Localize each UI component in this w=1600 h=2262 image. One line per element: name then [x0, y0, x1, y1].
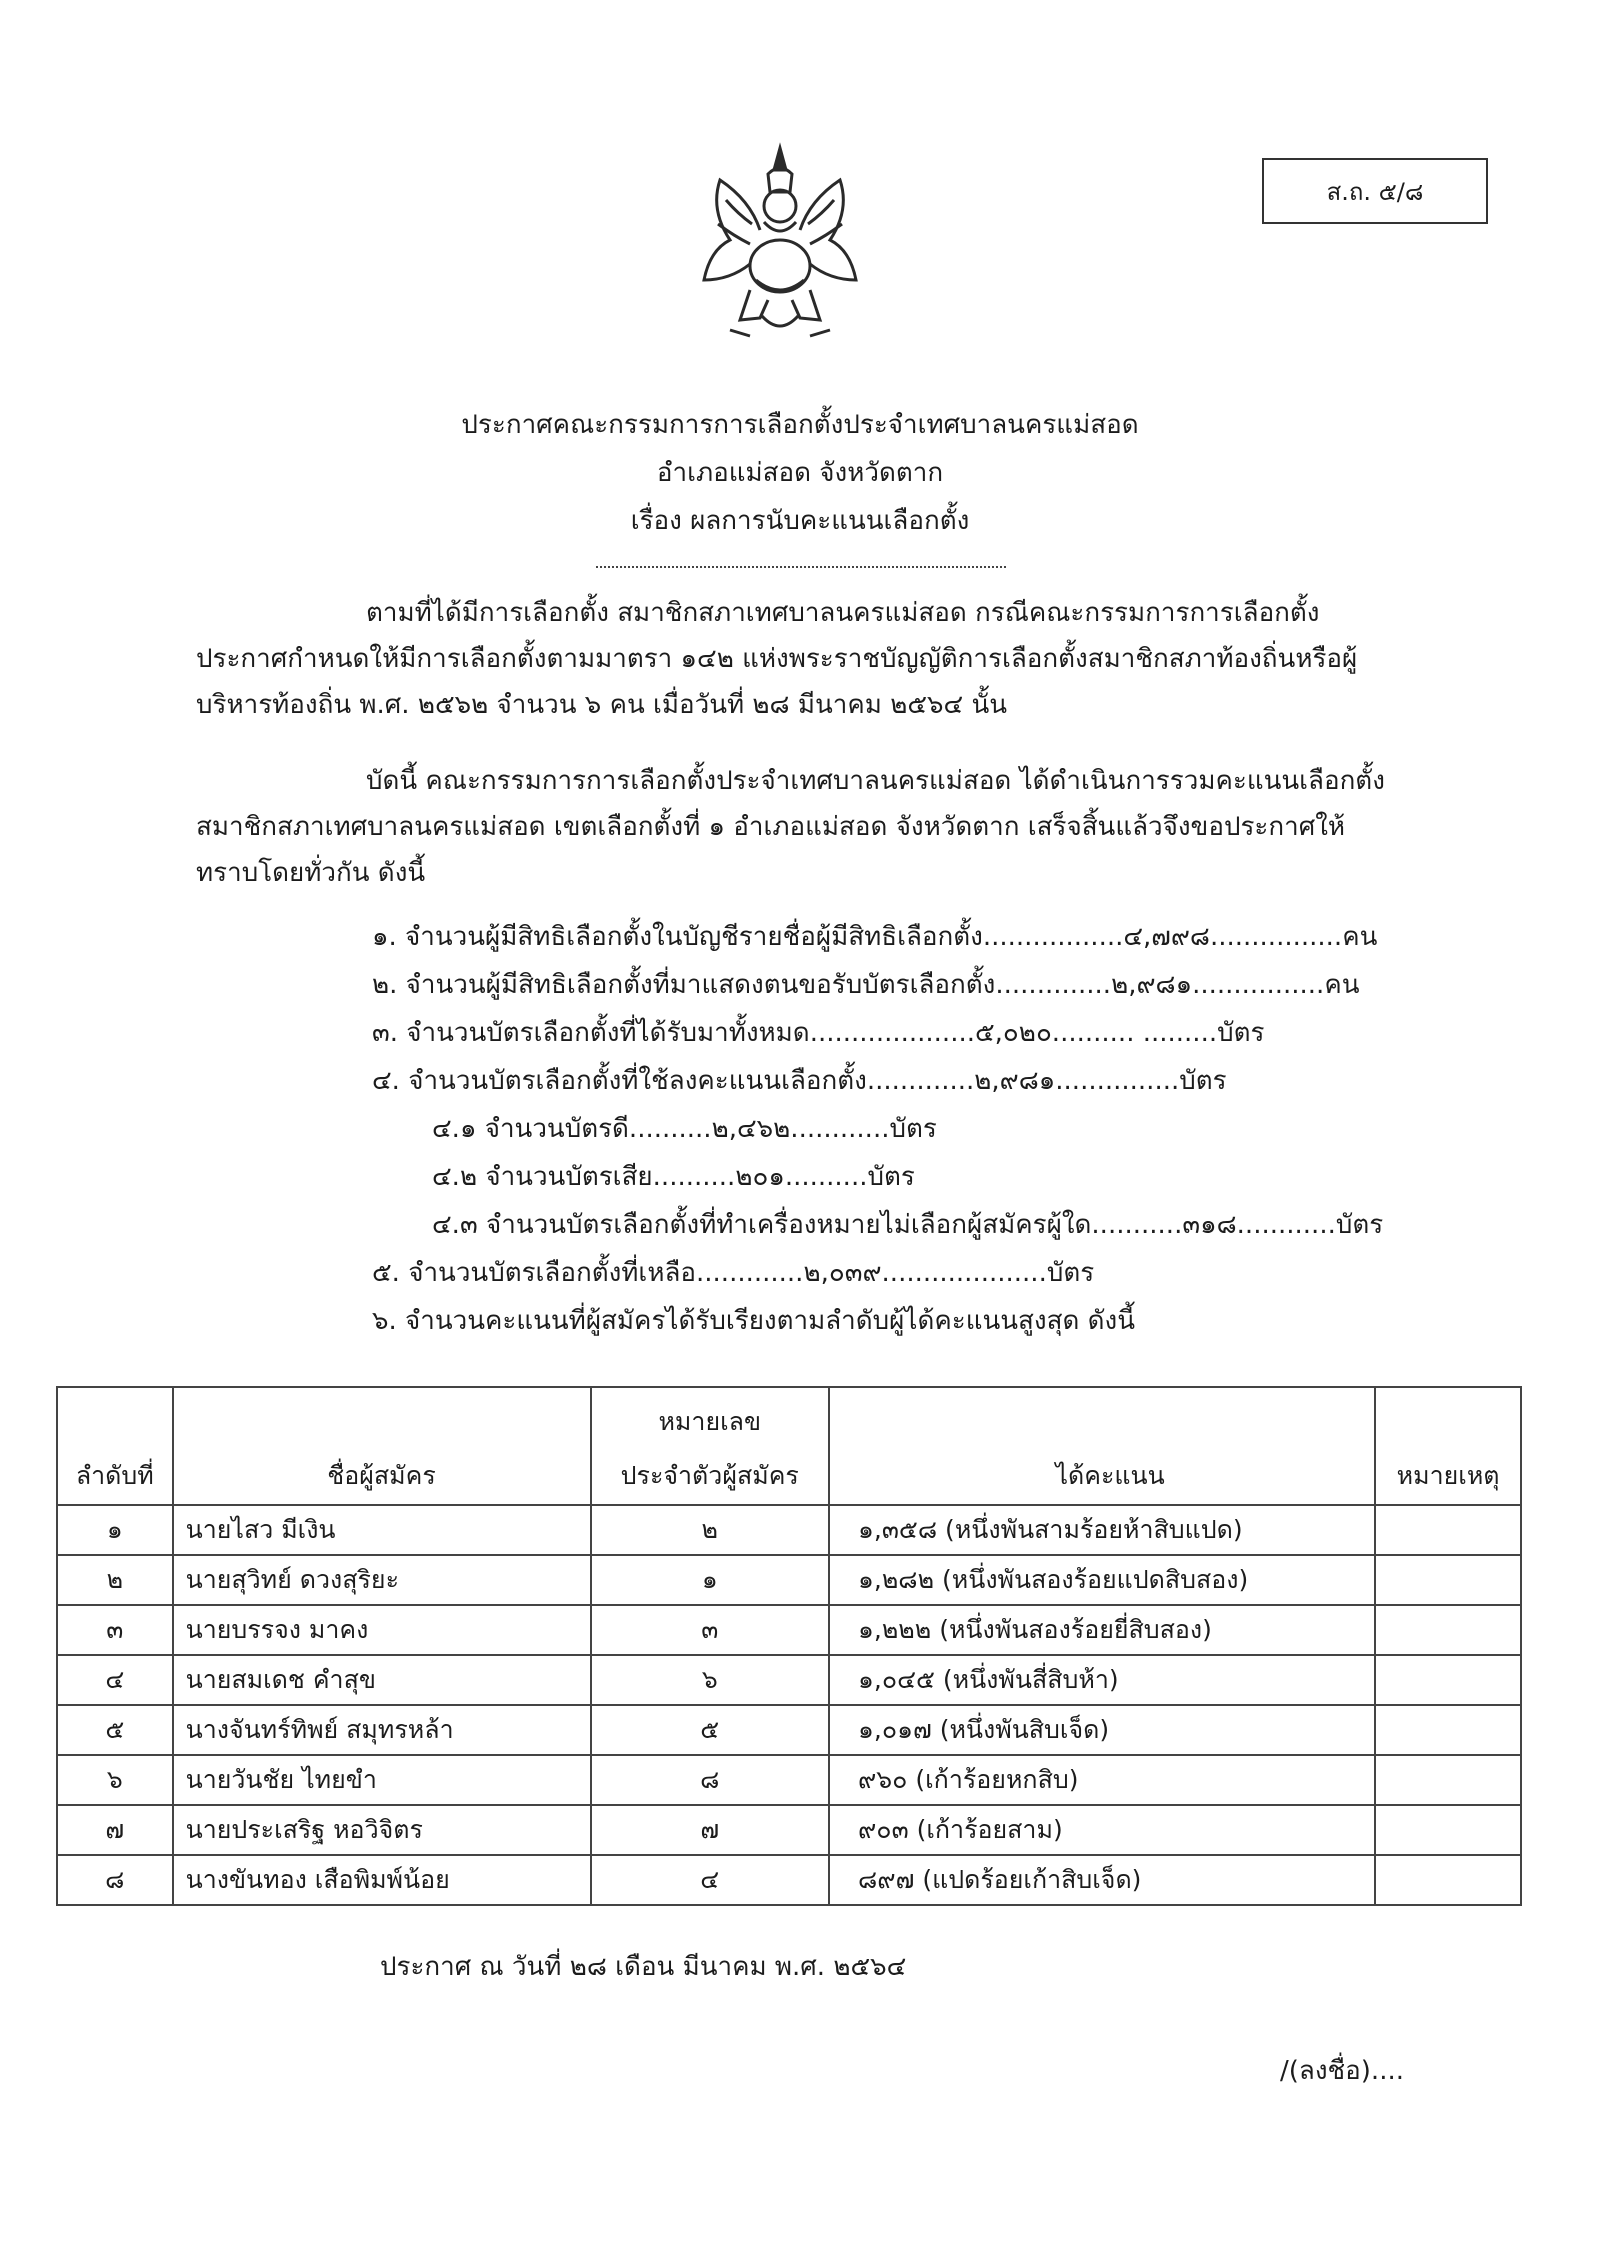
cell-note — [1375, 1555, 1521, 1605]
garuda-emblem-icon — [690, 140, 870, 350]
announcement-date: ประกาศ ณ วันที่ ๒๘ เดือน มีนาคม พ.ศ. ๒๕๖๔ — [380, 1952, 907, 1982]
cell-rank: ๘ — [57, 1855, 173, 1905]
header-rank: ลำดับที่ — [57, 1387, 173, 1505]
intro-paragraph — [196, 590, 1406, 728]
cell-rank: ๕ — [57, 1705, 173, 1755]
announcement-title: ประกาศคณะกรรมการการเลือกตั้งประจำเทศบาลนครแม่สอด — [461, 410, 1139, 440]
cell-score: ๑,๒๘๒ (หนึ่งพันสองร้อยแปดสิบสอง) — [829, 1555, 1375, 1605]
header-number — [591, 1387, 829, 1505]
item-ballots-remaining: ๕. จำนวนบัตรเลือกตั้งที่เหลือ.............๒,๐๓๙....................บัตร — [372, 1258, 1095, 1288]
cell-number: ๓ — [591, 1605, 829, 1655]
table-row — [57, 1655, 1521, 1705]
cell-name: นางจันทร์ทิพย์ สมุทรหล้า — [173, 1705, 591, 1755]
cell-rank: ๗ — [57, 1805, 173, 1855]
table-row — [57, 1805, 1521, 1855]
cell-number: ๒ — [591, 1505, 829, 1555]
cell-number: ๗ — [591, 1805, 829, 1855]
cell-number: ๑ — [591, 1555, 829, 1605]
result-paragraph-text: บัดนี้ คณะกรรมการการเลือกตั้งประจำเทศบาลนครแม่สอด ได้ดำเนินการรวมคะแนนเลือกตั้ง สมาชิกสภาเทศบาลนครแม่สอด เขตเลือกตั้งที่ ๑ อำเภอแม่สอด จังหวัดตาก เสร็จสิ้นแล้วจึงขอประกาศให้ทราบโดยทั่วกัน ดังนี้ — [196, 766, 1385, 888]
cell-name: นายไสว มีเงิน — [173, 1505, 591, 1555]
results-table — [56, 1386, 1522, 1906]
cell-number: ๔ — [591, 1855, 829, 1905]
item-spoiled-ballots: ๔.๒ จำนวนบัตรเสีย..........๒๐๑..........บัตร — [432, 1162, 915, 1192]
cell-score: ๑,๒๒๒ (หนึ่งพันสองร้อยยี่สิบสอง) — [829, 1605, 1375, 1655]
cell-note — [1375, 1705, 1521, 1755]
cell-score: ๙๐๓ (เก้าร้อยสาม) — [829, 1805, 1375, 1855]
cell-rank: ๑ — [57, 1505, 173, 1555]
cell-rank: ๒ — [57, 1555, 173, 1605]
cell-note — [1375, 1505, 1521, 1555]
cell-note — [1375, 1755, 1521, 1805]
cell-rank: ๔ — [57, 1655, 173, 1705]
header-note: หมายเหตุ — [1375, 1387, 1521, 1505]
cell-name: นายบรรจง มาคง — [173, 1605, 591, 1655]
cell-number: ๖ — [591, 1655, 829, 1705]
cell-name: นายวันชัย ไทยขำ — [173, 1755, 591, 1805]
table-row — [57, 1855, 1521, 1905]
cell-note — [1375, 1805, 1521, 1855]
intro-paragraph-text: ตามที่ได้มีการเลือกตั้ง สมาชิกสภาเทศบาลนครแม่สอด กรณีคณะกรรมการการเลือกตั้งประกาศกำหนดให้มีการเลือกตั้งตามมาตรา ๑๔๒ แห่งพระราชบัญญัติการเลือกตั้งสมาชิกสภาท้องถิ่นหรือผู้บริหารท้องถิ่น พ.ศ. ๒๕๖๒ จำนวน ๖ คน เมื่อวันที่ ๒๘ มีนาคม ๒๕๖๔ นั้น — [196, 598, 1358, 720]
cell-score: ๑,๓๕๘ (หนึ่งพันสามร้อยห้าสิบแปด) — [829, 1505, 1375, 1555]
item-good-ballots: ๔.๑ จำนวนบัตรดี..........๒,๔๖๒............บัตร — [432, 1114, 937, 1144]
table-row — [57, 1755, 1521, 1805]
table-row — [57, 1555, 1521, 1605]
cell-name: นายสุวิทย์ ดวงสุริยะ — [173, 1555, 591, 1605]
header-number-line2: ประจำตัวผู้สมัคร — [620, 1461, 799, 1490]
item-ballots-used: ๔. จำนวนบัตรเลือกตั้งที่ใช้ลงคะแนนเลือกตั้ง.............๒,๙๘๑...............บัตร — [372, 1066, 1227, 1096]
table-row — [57, 1605, 1521, 1655]
announcement-district: อำเภอแม่สอด จังหวัดตาก — [656, 458, 944, 488]
table-row — [57, 1705, 1521, 1755]
cell-note — [1375, 1855, 1521, 1905]
cell-score: ๑,๐๔๕ (หนึ่งพันสี่สิบห้า) — [829, 1655, 1375, 1705]
table-header-row — [57, 1387, 1521, 1505]
cell-rank: ๖ — [57, 1755, 173, 1805]
cell-score: ๑,๐๑๗ (หนึ่งพันสิบเจ็ด) — [829, 1705, 1375, 1755]
table-row — [57, 1505, 1521, 1555]
cell-name: นางขันทอง เสือพิมพ์น้อย — [173, 1855, 591, 1905]
cell-name: นายสมเดช คำสุข — [173, 1655, 591, 1705]
item-voters-present: ๒. จำนวนผู้มีสิทธิเลือกตั้งที่มาแสดงตนขอรับบัตรเลือกตั้ง..............๒,๙๘๑................คน — [372, 970, 1360, 1000]
cell-number: ๕ — [591, 1705, 829, 1755]
cell-number: ๘ — [591, 1755, 829, 1805]
item-no-vote-ballots: ๔.๓ จำนวนบัตรเลือกตั้งที่ทำเครื่องหมายไม่เลือกผู้สมัครผู้ใด...........๓๑๘............บัตร — [432, 1210, 1384, 1240]
signature-line: /(ลงชื่อ).... — [1280, 2056, 1404, 2086]
item-ballots-received: ๓. จำนวนบัตรเลือกตั้งที่ได้รับมาทั้งหมด....................๕,๐๒๐.......... .........บัตร — [372, 1018, 1265, 1048]
item-candidate-scores-intro: ๖. จำนวนคะแนนที่ผู้สมัครได้รับเรียงตามลำดับผู้ได้คะแนนสูงสุด ดังนี้ — [372, 1306, 1135, 1336]
cell-score: ๘๙๗ (แปดร้อยเก้าสิบเจ็ด) — [829, 1855, 1375, 1905]
form-code-box: ส.ถ. ๕/๘ — [1262, 158, 1488, 224]
cell-score: ๙๖๐ (เก้าร้อยหกสิบ) — [829, 1755, 1375, 1805]
cell-note — [1375, 1605, 1521, 1655]
header-name: ชื่อผู้สมัคร — [173, 1387, 591, 1505]
result-paragraph — [196, 758, 1406, 896]
header-score: ได้คะแนน — [829, 1387, 1375, 1505]
cell-name: นายประเสริฐ หอวิจิตร — [173, 1805, 591, 1855]
dotted-divider — [596, 566, 1006, 568]
cell-note — [1375, 1655, 1521, 1705]
announcement-subject: เรื่อง ผลการนับคะแนนเลือกตั้ง — [630, 506, 970, 536]
item-eligible-voters: ๑. จำนวนผู้มีสิทธิเลือกตั้งในบัญชีรายชื่อผู้มีสิทธิเลือกตั้ง.................๔,๗๙๘................คน — [372, 922, 1378, 952]
cell-rank: ๓ — [57, 1605, 173, 1655]
header-number-line1: หมายเลข — [658, 1407, 762, 1436]
